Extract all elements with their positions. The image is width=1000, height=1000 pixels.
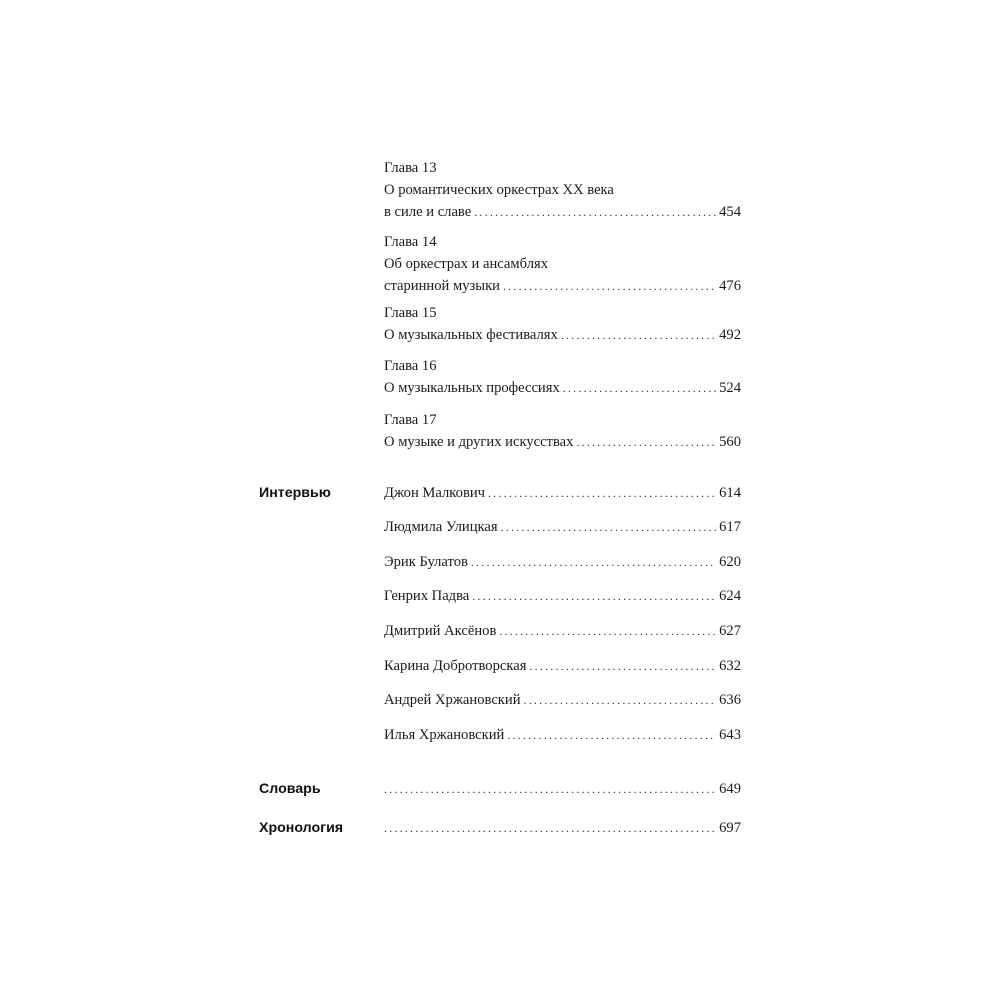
dot-leader (471, 551, 716, 573)
page-number: 492 (719, 327, 741, 343)
interview-entry[interactable] (384, 655, 741, 677)
dot-leader (563, 377, 716, 399)
page-number: 617 (719, 519, 741, 535)
page-number: 643 (719, 727, 741, 743)
dot-leader (529, 655, 716, 677)
chapter-title-last-line (384, 431, 741, 453)
interview-name: Дмитрий Аксёнов (384, 623, 497, 639)
chapter-label: Глава 14 (384, 234, 437, 250)
chapter-title-line: Об оркестрах и ансамблях (384, 256, 548, 272)
dot-leader (561, 324, 716, 346)
chapter-title-text: О музыкальных фестивалях (384, 327, 558, 343)
chapter-label: Глава 17 (384, 412, 437, 428)
page-number: 614 (719, 485, 741, 501)
dot-leader (488, 482, 716, 504)
chapter-title-last-line (384, 377, 741, 399)
interview-name: Илья Хржановский (384, 727, 505, 743)
chronology-entry[interactable] (384, 817, 741, 839)
dot-leader (384, 778, 716, 800)
interview-line (384, 551, 741, 573)
page-number: 632 (719, 658, 741, 674)
interview-entry[interactable] (384, 482, 741, 504)
chronology-heading: Хронология (259, 820, 344, 836)
interview-line (384, 724, 741, 746)
interviews-heading: Интервью (259, 485, 331, 501)
chapter-title-text: О музыкальных профессиях (384, 380, 560, 396)
chapter-label: Глава 16 (384, 358, 437, 374)
glossary-entry[interactable] (384, 778, 741, 800)
glossary-heading: Словарь (259, 781, 321, 797)
chapter-title-text: О музыке и других искусствах (384, 434, 574, 450)
chapter-label: Глава 13 (384, 160, 437, 176)
chapter-15-entry[interactable] (384, 302, 741, 346)
chapter-13-entry[interactable] (384, 157, 741, 223)
interview-name: Карина Добротворская (384, 658, 527, 674)
page-number: 697 (719, 820, 741, 836)
interview-line (384, 655, 741, 677)
page-number: 636 (719, 692, 741, 708)
chapter-16-entry[interactable] (384, 355, 741, 399)
page-number: 624 (719, 588, 741, 604)
dot-leader (576, 431, 716, 453)
chronology-line (384, 817, 741, 839)
interview-name: Людмила Улицкая (384, 519, 498, 535)
chapter-title-last-line (384, 275, 741, 297)
dot-leader (524, 689, 717, 711)
chapter-title-text: в силе и славе (384, 204, 472, 220)
page-number: 454 (719, 204, 741, 220)
interview-entry[interactable] (384, 585, 741, 607)
interview-line (384, 516, 741, 538)
interview-name: Андрей Хржановский (384, 692, 521, 708)
interview-line (384, 482, 741, 504)
interview-entry[interactable] (384, 689, 741, 711)
dot-leader (472, 585, 716, 607)
page-number: 620 (719, 554, 741, 570)
chapter-17-entry[interactable] (384, 409, 741, 453)
chapter-14-entry[interactable] (384, 231, 741, 297)
chapter-label: Глава 15 (384, 305, 437, 321)
interview-line (384, 620, 741, 642)
page-number: 524 (719, 380, 741, 396)
interview-line (384, 689, 741, 711)
page-number: 476 (719, 278, 741, 294)
dot-leader (384, 817, 716, 839)
dot-leader (507, 724, 716, 746)
dot-leader (501, 516, 717, 538)
dot-leader (499, 620, 716, 642)
glossary-line (384, 778, 741, 800)
interview-name: Джон Малкович (384, 485, 485, 501)
chapter-title-line: О романтических оркестрах XX века (384, 182, 614, 198)
chapter-title-text: старинной музыки (384, 278, 500, 294)
interview-name: Генрих Падва (384, 588, 470, 604)
chapter-title-last-line (384, 201, 741, 223)
page-number: 560 (719, 434, 741, 450)
interview-line (384, 585, 741, 607)
interview-entry[interactable] (384, 551, 741, 573)
page-number: 627 (719, 623, 741, 639)
page-number: 649 (719, 781, 741, 797)
interview-entry[interactable] (384, 724, 741, 746)
dot-leader (474, 201, 716, 223)
interview-name: Эрик Булатов (384, 554, 468, 570)
chapter-title-last-line (384, 324, 741, 346)
interview-entry[interactable] (384, 620, 741, 642)
dot-leader (503, 275, 716, 297)
interview-entry[interactable] (384, 516, 741, 538)
